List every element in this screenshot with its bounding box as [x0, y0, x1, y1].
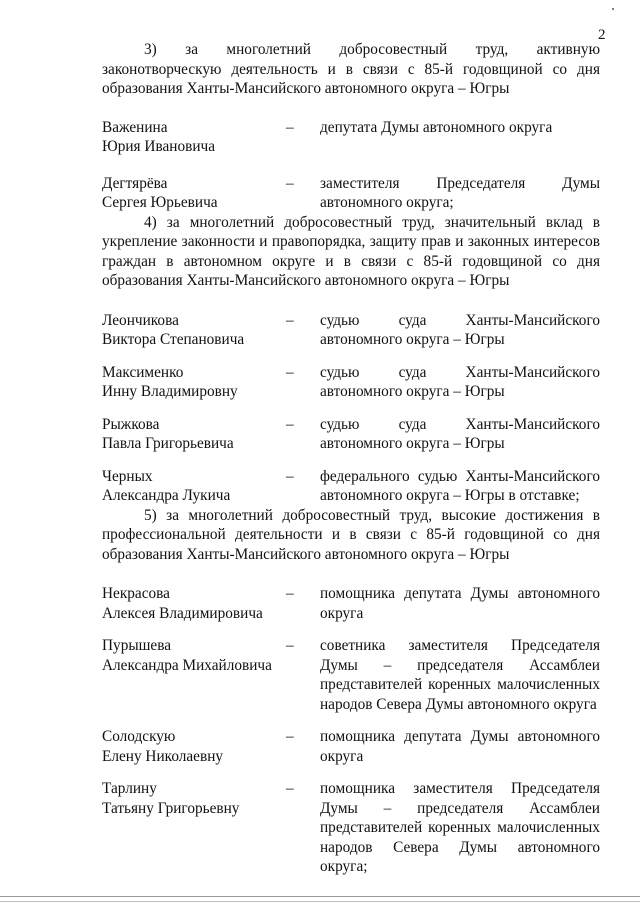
entry-dash: –: [286, 467, 294, 485]
recipient-surname: Некрасова: [102, 585, 170, 602]
recipient-surname: Важенина: [102, 118, 168, 136]
recipient-surname: Рыжкова: [102, 415, 160, 433]
award-entry: [102, 779, 600, 877]
award-entry: [102, 467, 600, 506]
recipient-position: депутата Думы автономного округа: [320, 118, 553, 136]
award-entry: [102, 118, 600, 157]
award-entry: [102, 415, 600, 454]
recipient-surname: Максименко: [102, 363, 184, 381]
entry-dash: –: [286, 637, 294, 654]
paragraph-item-3: 3) за многолетний добросовестный труд, активную законотворческую деятельность и в связи с 85-й годовщиной со дня образования Ханты-Мансийского автономного округа – Югры: [102, 41, 600, 97]
recipient-surname: Дегтярёва: [102, 174, 168, 192]
recipient-name: [102, 727, 286, 766]
award-entry: [102, 174, 600, 213]
award-entry: [102, 311, 600, 350]
recipient-given-names: Александра Михайловича: [102, 656, 272, 674]
recipient-given-names: Сергея Юрьевича: [102, 194, 218, 211]
paragraph-item-4: 4) за многолетний добросовестный труд, значительный вклад в укрепление законности и правопорядка, защиту прав и законных интересов граждан в автономном округе и в связи с 85-й годовщиной со дня образования Ханты-Мансийского автономного округа – Югры: [102, 213, 600, 289]
recipient-position: судью суда Ханты-Мансийского автономного округа – Югры: [320, 311, 600, 348]
scan-edge-line: [0, 901, 640, 902]
recipient-name: [102, 584, 286, 623]
recipient-given-names: Юрия Ивановича: [102, 138, 216, 155]
recipient-surname: Леончикова: [102, 311, 179, 329]
entry-dash: –: [286, 585, 294, 602]
entry-dash: –: [286, 118, 294, 136]
recipient-surname: Пурышева: [102, 637, 172, 654]
recipient-position: федерального судью Ханты-Мансийского автономного округа – Югры в отставке;: [320, 467, 600, 504]
recipient-given-names: Виктора Степановича: [102, 331, 245, 348]
recipient-given-names: Александра Лукича: [102, 487, 231, 504]
recipient-given-names: Елену Николаевну: [102, 747, 224, 765]
recipient-surname: Солодскую: [102, 728, 176, 745]
entry-dash: –: [286, 728, 294, 745]
recipient-surname: Тарлину: [102, 780, 157, 797]
award-entry: [102, 727, 600, 766]
recipient-name: [102, 636, 286, 714]
paragraph-item-5: 5) за многолетний добросовестный труд, высокие достижения в профессиональной деятельности и в связи с 85-й годовщиной со дня образования Ханты-Мансийского автономного округа – Югры: [102, 506, 600, 563]
award-entry: [102, 584, 600, 623]
entry-dash: –: [286, 415, 294, 433]
scan-speck: [612, 8, 614, 10]
award-entry: [102, 636, 600, 714]
recipient-position: советника заместителя Председателя Думы – председателя Ассамблеи представителей коренных малочисленных народов Севера Думы автономного округа: [320, 637, 600, 713]
recipient-name: [102, 363, 286, 402]
recipient-name: [102, 467, 286, 506]
award-entry: [102, 363, 600, 402]
entry-dash: –: [286, 311, 294, 329]
recipient-position: заместителя Председателя Думы автономного округа;: [320, 174, 600, 211]
recipient-name: [102, 174, 286, 213]
recipient-position: помощника заместителя Председателя Думы – председателя Ассамблеи представителей коренных малочисленных народов Севера Думы автономного округа;: [320, 780, 600, 875]
recipient-given-names: Павла Григорьевича: [102, 435, 234, 452]
recipient-surname: Черных: [102, 467, 153, 485]
recipient-name: [102, 118, 286, 157]
entry-dash: –: [286, 174, 294, 192]
page-number: 2: [598, 27, 606, 43]
entry-dash: –: [286, 780, 294, 797]
entry-dash: –: [286, 363, 294, 381]
document-body: [102, 40, 600, 877]
recipient-name: [102, 311, 286, 350]
recipient-name: [102, 415, 286, 454]
scan-edge-line: [0, 896, 640, 897]
recipient-given-names: Алексея Владимировича: [102, 604, 263, 622]
recipient-position: судью суда Ханты-Мансийского автономного округа – Югры: [320, 363, 600, 400]
recipient-given-names: Татьяну Григорьевну: [102, 799, 240, 817]
recipient-given-names: Инну Владимировну: [102, 383, 238, 400]
recipient-position: помощника депутата Думы автономного округа: [320, 728, 600, 765]
recipient-position: помощника депутата Думы автономного округа: [320, 585, 600, 622]
recipient-position: судью суда Ханты-Мансийского автономного округа – Югры: [320, 415, 600, 452]
recipient-name: [102, 779, 286, 877]
